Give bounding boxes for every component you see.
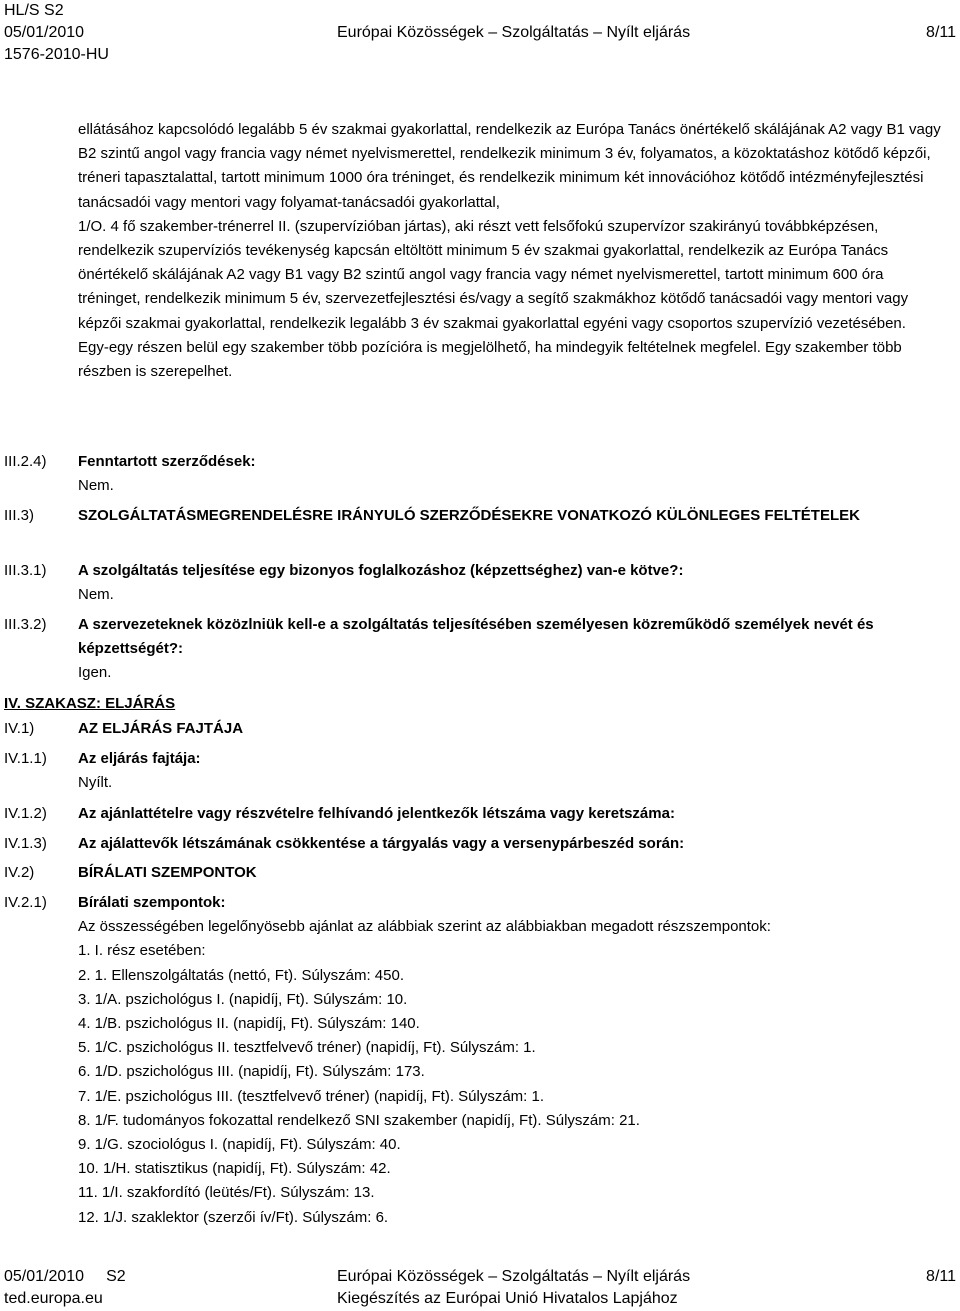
section-value: Nem. [78, 477, 114, 495]
intro-para-1: ellátásához kapcsolódó legalább 5 év szakmai gyakorlattal, rendelkezik az Európa Tanács önértékelő skálájának A2 vagy B1 vagy B2 szintű angol vagy francia vagy német nyelvismerettel, rendelkezik minimum 3 év, folyamatos, a közoktatáshoz kötődő képzői, tréneri tapasztalattal, tartott minimum 1000 óra tréninget, és rendelkezik minimum két innovációhoz kötődő intézményfejlesztési tanácsadói vagy mentori vagy folyamat-tanácsadói gyakorlattal, [78, 121, 941, 211]
section-title: Bírálati szempontok: [78, 894, 226, 911]
intro-para-3: Egy-egy részen belül egy szakember több pozícióra is megjelölhető, ha mindegyik feltételnek megfelel. Egy szakember több részben is szerepelhet. [78, 338, 902, 381]
section-4-1-2 [78, 802, 948, 826]
criteria-intro: Az összességében legelőnyösebb ajánlat az alábbiak szerint az alábbiakban megadott részszempontok: [78, 918, 771, 936]
header-title: Európai Közösségek – Szolgáltatás – Nyílt eljárás [337, 24, 691, 41]
section-value: Nyílt. [78, 774, 113, 792]
section-4-2-1 [78, 891, 948, 1230]
criteria-item: 10. 1/H. statisztikus (napidíj, Ft). Súlyszám: 42. [78, 1160, 391, 1178]
section-4-1-3 [78, 832, 948, 856]
header-date: 05/01/2010 [4, 24, 85, 41]
section-3-3-2 [78, 613, 948, 686]
header-page-number: 8/11 [926, 24, 956, 41]
section-title: A szolgáltatás teljesítése egy bizonyos foglalkozáshoz (képzettséghez) van-e kötve?: [78, 562, 684, 579]
section-4-1-1 [78, 747, 948, 795]
criteria-item: 12. 1/J. szaklektor (szerzői ív/Ft). Súlyszám: 6. [78, 1208, 389, 1226]
criteria-item: 4. 1/B. pszichológus II. (napidíj, Ft). Súlyszám: 140. [78, 1015, 420, 1033]
section-num-3-3-1: III.3.1) [4, 562, 47, 579]
section-3-3-1 [78, 559, 948, 607]
footer-series: S2 [106, 1268, 126, 1285]
intro-text [78, 118, 948, 384]
criteria-item: 7. 1/E. pszichológus III. (tesztfelvevő tréner) (napidíj, Ft). Súlyszám: 1. [78, 1087, 545, 1105]
section-title: Az ajálattevők létszámának csökkentése a tárgyalás vagy a versenypárbeszéd során: [78, 835, 685, 852]
criteria-item: 5. 1/C. pszichológus II. tesztfelvevő tréner) (napidíj, Ft). Súlyszám: 1. [78, 1039, 536, 1057]
section-title: AZ ELJÁRÁS FAJTÁJA [78, 720, 244, 737]
header-notice-id: 1576-2010-HU [4, 46, 109, 63]
section-3-3 [78, 504, 948, 528]
footer-publication: Kiegészítés az Európai Unió Hivatalos Lapjához [337, 1290, 678, 1307]
section-title: A szervezeteknek közözlniük kell-e a szolgáltatás teljesítésében személyesen közreműködő személyek nevét és képzettségét?: [78, 616, 874, 658]
section-num-3-3: III.3) [4, 507, 35, 524]
section-4-2 [78, 861, 948, 885]
section-num-3-2-4: III.2.4) [4, 453, 47, 470]
section-title: Fenntartott szerződések: [78, 453, 256, 470]
criteria-item: 6. 1/D. pszichológus III. (napidíj, Ft). Súlyszám: 173. [78, 1063, 425, 1081]
criteria-item: 1. I. rész esetében: [78, 942, 206, 960]
footer-website: ted.europa.eu [4, 1290, 103, 1307]
section-title: Az ajánlattételre vagy részvételre felhívandó jelentkezők létszáma vagy keretszáma: [78, 805, 675, 822]
section-value: Nem. [78, 586, 114, 604]
criteria-item: 11. 1/I. szakfordító (leütés/Ft). Súlyszám: 13. [78, 1184, 375, 1202]
criteria-item: 2. 1. Ellenszolgáltatás (nettó, Ft). Súlyszám: 450. [78, 966, 404, 984]
criteria-item: 3. 1/A. pszichológus I. (napidíj, Ft). Súlyszám: 10. [78, 990, 408, 1008]
section-title: SZOLGÁLTATÁSMEGRENDELÉSRE IRÁNYULÓ SZERZŐDÉSEKRE VONATKOZÓ KÜLÖNLEGES FELTÉTELEK [78, 507, 860, 524]
section-num-3-3-2: III.3.2) [4, 616, 47, 633]
footer-page-number: 8/11 [926, 1268, 956, 1285]
section-3-2-4 [78, 450, 948, 498]
page-footer [0, 1266, 960, 1310]
section-num-4-1: IV.1) [4, 720, 35, 737]
section-num-4-1-3: IV.1.3) [4, 835, 47, 852]
page-header [0, 0, 960, 66]
section-num-4-2: IV.2) [4, 864, 35, 881]
section-num-4-1-1: IV.1.1) [4, 750, 47, 767]
header-doc-code: HL/S S2 [4, 2, 64, 19]
part-4-title: IV. SZAKASZ: ELJÁRÁS [4, 695, 176, 712]
intro-para-2: 1/O. 4 fő szakember-trénerrel II. (szupervízióban jártas), aki részt vett felsőfokú szupervízor szakirányú továbbképzésen, rendelkezik szupervíziós tevékenység kapcsán eltöltött minimum 5 év szakmai gyakorlattal, rendelkezik az Európa Tanács önértékelő skálájának A2 vagy B1 vagy B2 szintű angol vagy francia vagy német nyelvismerettel, tartott minimum 600 óra tréninget, rendelkezik minimum 5 év, szervezetfejlesztési és/vagy a segítő szakmákhoz kötődő tanácsadói vagy mentori vagy képzői szakmai gyakorlattal, rendelkezik legalább 3 év szakmai gyakorlattal egyéni vagy csoportos szupervízió vezetésében. [78, 217, 909, 332]
section-title: Az eljárás fajtája: [78, 750, 201, 767]
section-value: Igen. [78, 664, 112, 682]
criteria-item: 9. 1/G. szociológus I. (napidíj, Ft). Súlyszám: 40. [78, 1136, 401, 1154]
section-4-1 [78, 717, 948, 741]
section-num-4-2-1: IV.2.1) [4, 894, 47, 911]
criteria-item: 8. 1/F. tudományos fokozattal rendelkező SNI szakember (napidíj, Ft). Súlyszám: 21. [78, 1111, 640, 1129]
section-title: BÍRÁLATI SZEMPONTOK [78, 864, 257, 881]
section-num-4-1-2: IV.1.2) [4, 805, 47, 822]
footer-title: Európai Közösségek – Szolgáltatás – Nyílt eljárás [337, 1268, 691, 1285]
footer-date: 05/01/2010 [4, 1268, 85, 1285]
